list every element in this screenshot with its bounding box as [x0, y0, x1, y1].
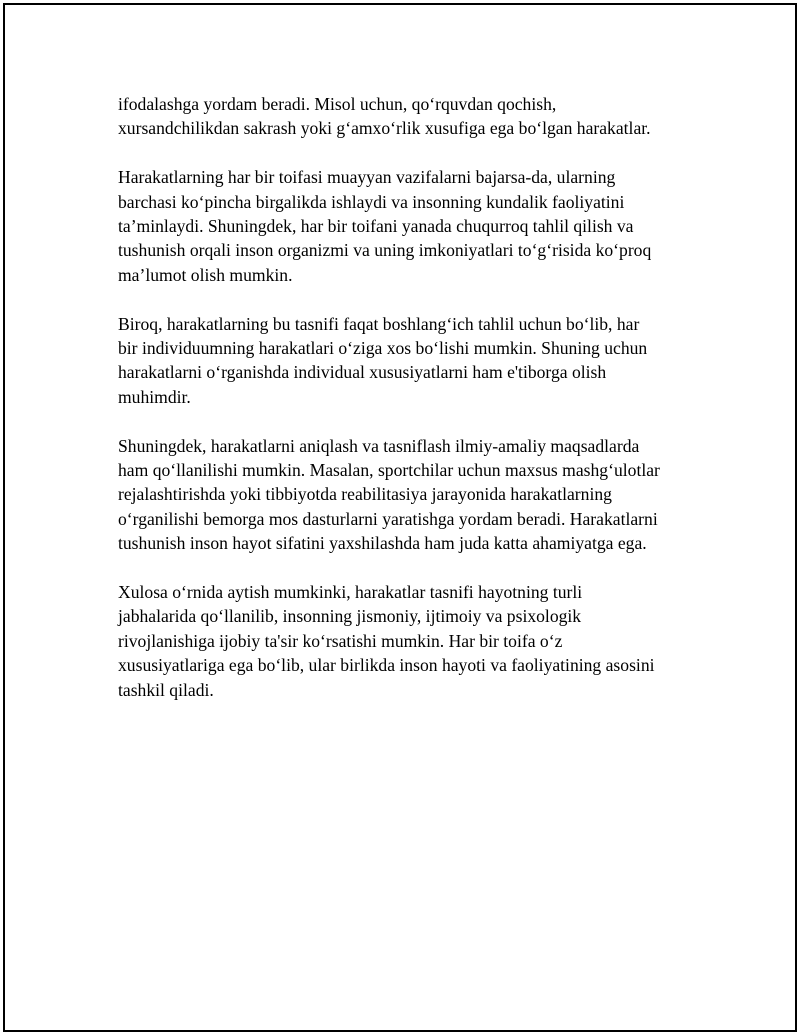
text-line: ham qo‘llanilishi mumkin. Masalan, sportchilar uchun maxsus mashg‘ulotlar — [118, 460, 660, 481]
text-line: barchasi ko‘pincha birgalikda ishlaydi va insonning kundalik faoliyatini — [118, 191, 625, 212]
paragraph — [118, 312, 698, 410]
text-line: bir individuumning harakatlari o‘ziga xos bo‘lishi mumkin. Shuning uchun — [118, 338, 648, 359]
text-line: jabhalarida qo‘llanilib, insonning jismoniy, ijtimoiy va psixologik — [118, 606, 582, 627]
paragraph — [118, 165, 698, 287]
text-line: rivojlanishiga ijobiy ta'sir ko‘rsatishi mumkin. Har bir toifa o‘z — [118, 630, 563, 651]
paragraph — [118, 434, 698, 556]
text-line: ifodalashga yordam beradi. Misol uchun, qo‘rquvdan qochish, — [118, 94, 557, 114]
text-line: xursandchilikdan sakrash yoki g‘amxo‘rlik xusufiga ega bo‘lgan harakatlar. — [118, 118, 651, 139]
text-line: muhimdir. — [118, 386, 191, 407]
text-line: tashkil qiladi. — [118, 679, 214, 700]
text-line: tushunish inson hayot sifatini yaxshilashda ham juda katta ahamiyatga ega. — [118, 533, 647, 554]
text-line: Xulosa o‘rnida aytish mumkinki, harakatlar tasnifi hayotning turli — [118, 582, 583, 603]
document-body — [118, 92, 698, 726]
text-line: ma’lumot olish mumkin. — [118, 264, 293, 285]
text-line: o‘rganilishi bemorga mos dasturlarni yaratishga yordam beradi. Harakatlarni — [118, 508, 658, 529]
text-line: Shuningdek, harakatlarni aniqlash va tasniflash ilmiy-amaliy maqsadlarda — [118, 435, 640, 456]
text-line: ta’minlaydi. Shuningdek, har bir toifani yanada chuqurroq tahlil qilish va — [118, 216, 634, 237]
text-line: harakatlarni o‘rganishda individual xususiyatlarni ham e'tiborga olish — [118, 362, 607, 383]
text-line: Biroq, harakatlarning bu tasnifi faqat boshlang‘ich tahlil uchun bo‘lib, har — [118, 313, 640, 334]
paragraph — [118, 92, 698, 141]
text-line: rejalashtirishda yoki tibbiyotda reabilitasiya jarayonida harakatlarning — [118, 484, 612, 505]
text-line: xususiyatlariga ega bo‘lib, ular birlikda inson hayoti va faoliyatining asosini — [118, 655, 655, 676]
text-line: Harakatlarning har bir toifasi muayyan vazifalarni bajarsa-da, ularning — [118, 167, 616, 188]
paragraph — [118, 580, 698, 702]
text-line: tushunish orqali inson organizmi va uning imkoniyatlari to‘g‘risida ko‘proq — [118, 240, 652, 261]
